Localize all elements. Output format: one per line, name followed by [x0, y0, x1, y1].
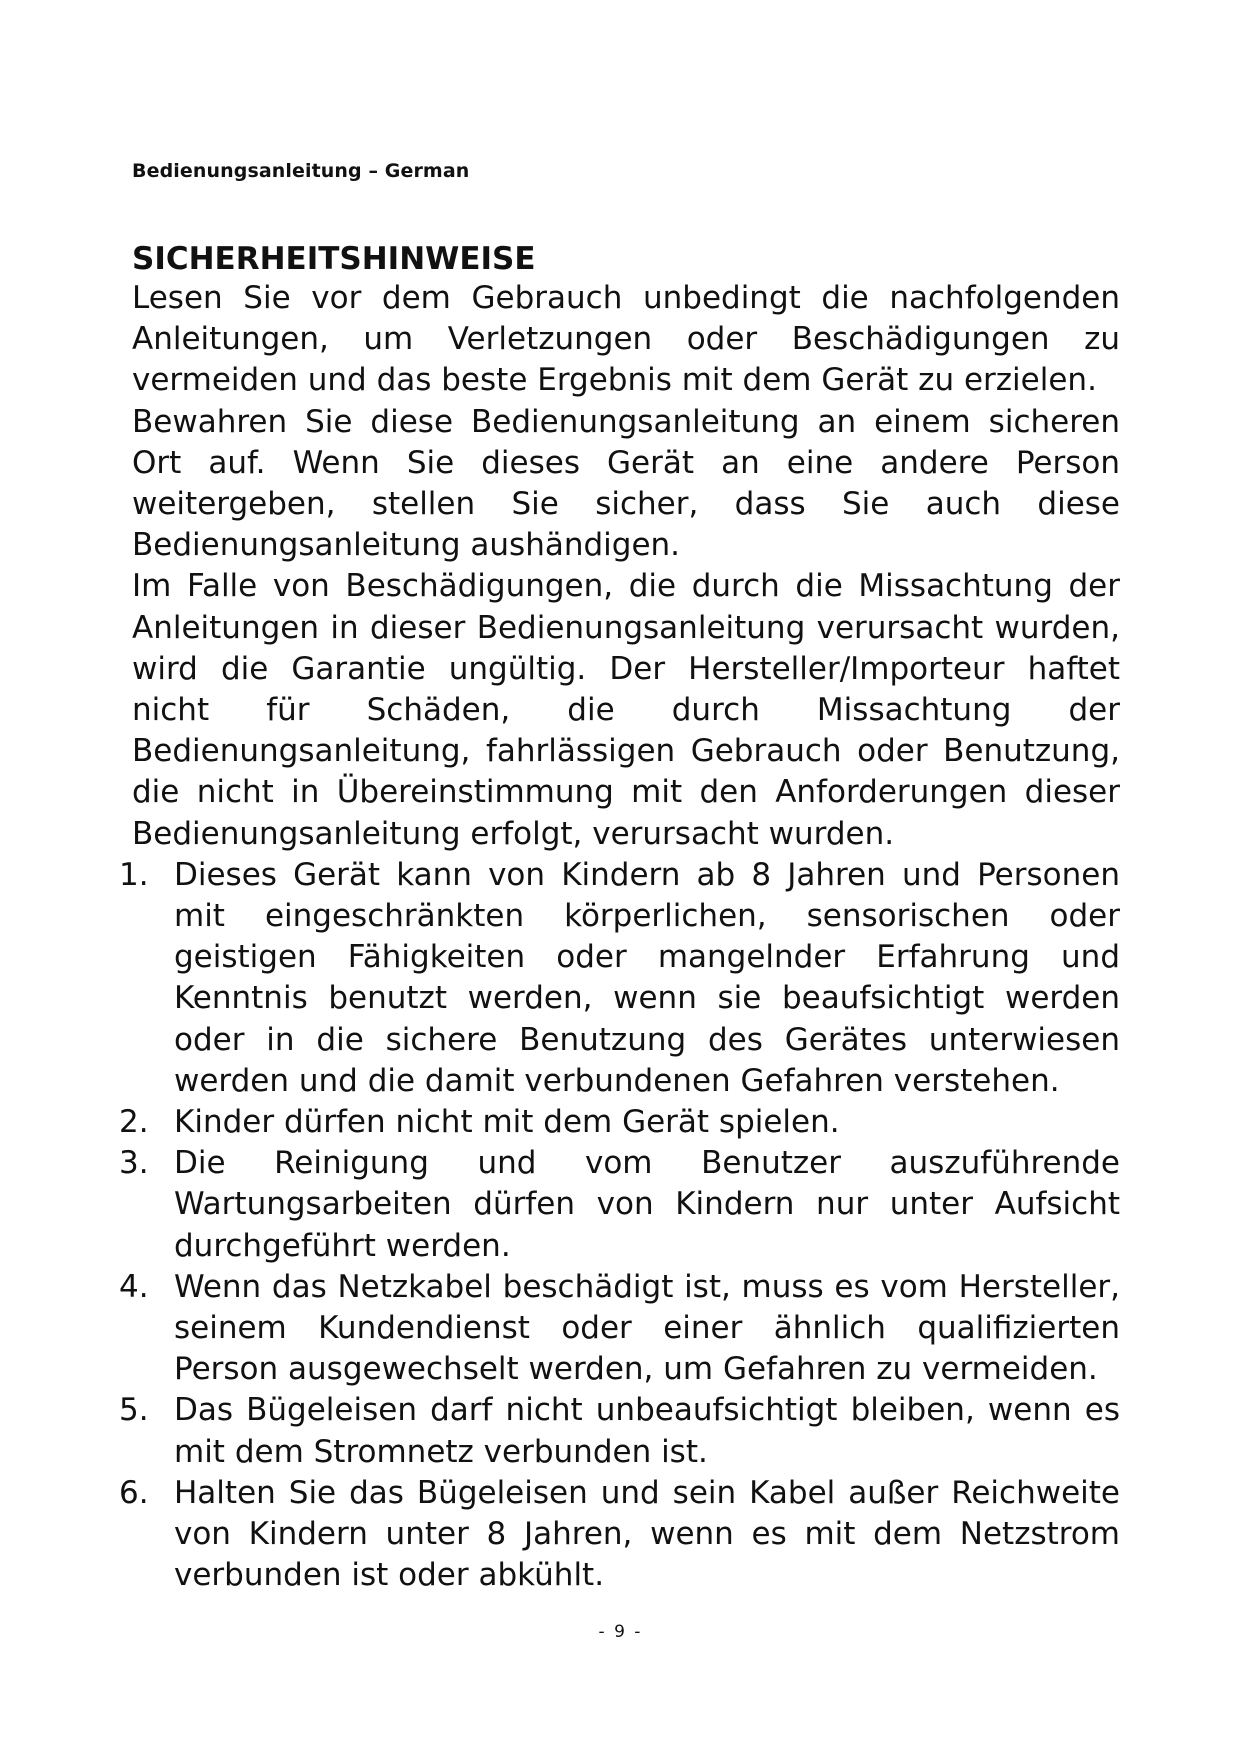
list-item-text: Dieses Gerät kann von Kindern ab 8 Jahren und Personen mit eingeschränkten körperlichen, sensorischen oder geistigen Fähigkeiten oder mangelnder Erfahrung und Kenntnis benutzt werden, wenn sie beaufsichtigt werden oder in die sichere Benutzung des Gerätes unterwiesen werden und die damit verbundenen Gefahren verstehen. [174, 856, 1120, 1099]
list-item-text: Kinder dürfen nicht mit dem Gerät spielen. [174, 1104, 840, 1141]
list-item [119, 1102, 1120, 1143]
list-item-text: Halten Sie das Bügeleisen und sein Kabel außer Reichweite von Kindern unter 8 Jahren, wenn es mit dem Netzstrom verbunden ist oder abkühlt. [174, 1474, 1120, 1594]
intro-paragraph-2: Bewahren Sie diese Bedienungsanleitung an einem sicheren Ort auf. Wenn Sie dieses Gerät an eine andere Person weitergeben, stellen Sie sicher, dass Sie auch diese Bedienungsanleitung aushändigen. [132, 403, 1120, 564]
list-item-text: Das Bügeleisen darf nicht unbeaufsichtigt bleiben, wenn es mit dem Stromnetz verbunden ist. [174, 1392, 1120, 1470]
list-item-number: 2. [119, 1104, 149, 1141]
list-item-text: Die Reinigung und vom Benutzer auszuführende Wartungsarbeiten dürfen von Kindern nur unter Aufsicht durchgeführt werden. [174, 1145, 1120, 1264]
safety-section [119, 240, 1120, 1597]
section-title: SICHERHEITSHINWEISE [132, 241, 536, 277]
intro-paragraph-3: Im Falle von Beschädigungen, die durch die Missachtung der Anleitungen in dieser Bedienungsanleitung verursacht wurden, wird die Garantie ungültig. Der Hersteller/Importeur haftet nicht für Schäden, die durch Missachtung der Bedienungsanleitung, fahrlässigen Gebrauch oder Benutzung, die nicht in Übereinstimmung mit den Anforderungen dieser Bedienungsanleitung erfolgt, verursacht wurden. [132, 568, 1120, 852]
list-item [119, 1143, 1120, 1267]
list-item-number: 4. [119, 1268, 149, 1305]
list-item-number: 3. [119, 1145, 149, 1182]
page-number: - 9 - [598, 1622, 643, 1642]
intro-paragraph-1: Lesen Sie vor dem Gebrauch unbedingt die nachfolgenden Anleitungen, um Verletzungen oder Beschädigungen zu vermeiden und das beste Ergebnis mit dem Gerät zu erzielen. [132, 280, 1120, 399]
list-item-text: Wenn das Netzkabel beschädigt ist, muss es vom Hersteller, seinem Kundendienst oder einer ähnlich qualifizierten Person ausgewechselt werden, um Gefahren zu vermeiden. [174, 1268, 1120, 1388]
list-item-number: 6. [119, 1474, 149, 1511]
document-header-label: Bedienungsanleitung – German [132, 160, 470, 182]
list-item-number: 1. [119, 856, 149, 893]
list-item [119, 855, 1120, 1102]
list-item-number: 5. [119, 1392, 149, 1429]
list-item [119, 1390, 1120, 1472]
list-item [119, 1473, 1120, 1597]
safety-list [119, 855, 1120, 1597]
list-item [119, 1267, 1120, 1391]
